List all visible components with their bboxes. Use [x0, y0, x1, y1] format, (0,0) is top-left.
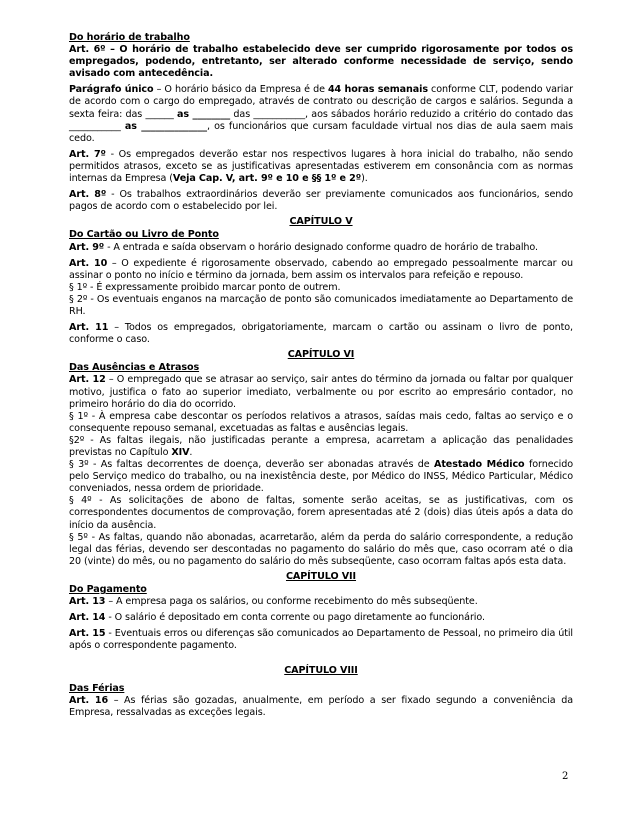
art-10-paragraph-2: § 2º - Os eventuais enganos na marcação de ponto são comunicados imediatamente ao Departamento de RH.: [69, 293, 573, 317]
art-16-label: Art. 16: [69, 694, 109, 706]
art-6: [69, 44, 573, 80]
paragrafo-unico-text-1: – O horário básico da Empresa é de: [153, 84, 328, 96]
paragrafo-unico-text-4: , os funcionários que cursam faculdade virtual nos dias de aula saem mais cedo.: [69, 120, 573, 144]
art-9-label: Art. 9º: [69, 241, 105, 253]
art-12-paragraph-5: § 5º - As faltas, quando não abonadas, acarretarão, além da perda do salário correspondente, a redução legal das férias, devendo ser descontadas no pagamento do salário do mês que, caso ocorram até o dia 20 (vinte) do mês, ou no pagamento do salário do mês subseqüente, caso ocorram faltas após esta data.: [69, 531, 573, 567]
section-heading-cartao: Do Cartão ou Livro de Ponto: [69, 229, 219, 241]
paragrafo-unico-bold-1: 44 horas semanais: [327, 84, 428, 96]
art-11-label: Art. 11: [69, 322, 109, 334]
section-heading-ferias: Das Férias: [69, 682, 125, 694]
art-12-paragraph-4: § 4º - As solicitações de abono de faltas, somente serão aceitas, se as justificativas, com os correspondentes documentos de comprovação, forem apresentadas até 2 (dois) dias úteis após a data do início da ausência.: [69, 495, 573, 531]
art-15: [69, 628, 573, 652]
art-12-p2-text-2: .: [189, 447, 193, 458]
chapter-heading-viii: CAPÍTULO VIII: [284, 664, 358, 676]
art-13: [69, 596, 573, 608]
art-8-text: - Os trabalhos extraordinários deverão ser previamente comunicados aos funcionários, sendo pagos de acordo com o estabelecido por lei.: [69, 189, 573, 213]
paragrafo-unico-label: Parágrafo único: [69, 84, 154, 96]
paragrafo-unico-text-3: das ___________, aos sábados horário reduzido a critério do contado das ___________: [69, 108, 573, 132]
art-12: [69, 374, 573, 410]
art-13-label: Art. 13: [69, 596, 106, 608]
section-heading-horario: Do horário de trabalho: [69, 32, 190, 43]
art-12-p3-text-1: § 3º - As faltas decorrentes de doença, deverão ser abonadas através de: [69, 459, 434, 471]
section-heading-ausencias: Das Ausências e Atrasos: [69, 362, 200, 374]
art-12-paragraph-3: [69, 459, 573, 495]
section-heading-pagamento: Do Pagamento: [69, 584, 147, 596]
art-7-label: Art. 7º: [69, 148, 106, 160]
chapter-heading-v: CAPÍTULO V: [289, 216, 353, 228]
art-12-p3-text-2: fornecido pelo Serviço medico do trabalho, ou na inexistência deste, por Médico do INSS, Médico Particular, Médico conveniados, nessa ordem de prioridade.: [69, 459, 573, 495]
art-16: [69, 695, 573, 719]
art-9-text: - A entrada e saída observam o horário designado conforme quadro de horário de trabalho.: [104, 241, 538, 253]
art-11-text: – Todos os empregados, obrigatoriamente, marcam o cartão ou assinam o livro de ponto, conforme o caso.: [69, 322, 573, 346]
chapter-heading-vii: CAPÍTULO VII: [285, 570, 357, 582]
art-8-label: Art. 8º: [69, 189, 107, 201]
paragrafo-unico: [69, 84, 573, 144]
page-number: 2: [562, 771, 569, 782]
art-15-label: Art. 15: [69, 628, 106, 640]
art-6-text: – O horário de trabalho estabelecido deve ser cumprido rigorosamente por todos os empregados, podendo, entretanto, ser alterado conforme necessidade de serviço, sendo avisado com antecedência.: [69, 44, 573, 80]
paragrafo-unico-bold-2: as ________: [176, 108, 231, 120]
art-10-paragraph-1: § 1º - É expressamente proibido marcar ponto de outrem.: [69, 281, 341, 293]
art-10-text: – O expediente é rigorosamente observado, cabendo ao empregado pessoalmente marcar ou assinar o ponto no início e término da jornada, bem assim os intervalos para refeição e repouso.: [69, 257, 573, 281]
art-12-p2-bold: XIV: [171, 447, 190, 458]
art-10: [69, 258, 573, 282]
art-16-text: – As férias são gozadas, anualmente, em período a ser fixado segundo a conveniência da Empresa, ressalvadas as exceções legais.: [69, 694, 573, 718]
document-page: [69, 32, 573, 723]
art-9: [69, 242, 573, 254]
art-10-label: Art. 10: [69, 257, 108, 269]
art-7-text-1: - Os empregados deverão estar nos respectivos lugares à hora inicial do trabalho, não sendo permitidos atrasos, exceto se as justificativas apresentadas estiverem em consonância com as normas internas da Empresa (: [69, 148, 573, 185]
art-12-paragraph-2: [69, 435, 573, 459]
art-7-bold: Veja Cap. V, art. 9º e 10 e §§ 1º e 2º: [172, 173, 362, 185]
art-12-paragraph-1: § 1º - À empresa cabe descontar os períodos relativos a atrasos, saídas mais cedo, faltas ao serviço e o consequente repouso semanal, excetuadas as faltas e ausências legais.: [69, 410, 573, 434]
art-7-text-2: ).: [361, 173, 368, 185]
art-14-label: Art. 14: [69, 612, 106, 624]
chapter-heading-vi: CAPÍTULO VI: [287, 349, 355, 361]
art-6-label: Art. 6º: [69, 44, 106, 56]
art-14-text: - O salário é depositado em conta corrente ou pago diretamente ao funcionário.: [105, 612, 485, 624]
art-12-label: Art. 12: [69, 374, 106, 386]
art-8: [69, 189, 573, 213]
art-7: [69, 149, 573, 185]
art-11: [69, 322, 573, 346]
paragrafo-unico-bold-3: as ______________: [124, 120, 208, 132]
art-12-p2-text-1: §2º - As faltas ilegais, não justificadas perante a empresa, acarretam a aplicação das penalidades previstas no Capítulo: [69, 434, 573, 458]
art-12-text: – O empregado que se atrasar ao serviço, sair antes do término da jornada ou faltar por qualquer motivo, justifica o fato ao superior imediato, verbalmente ou por escrito ao empresário contador, no primeiro horário do dia do ocorrido.: [69, 374, 573, 410]
art-12-p3-bold: Atestado Médico: [434, 459, 525, 471]
art-14: [69, 612, 573, 624]
paragrafo-unico-text-2: conforme CLT, podendo variar de acordo com o cargo do empregado, através de contrato ou descrição de cargos e salários. Segunda a sexta feira: das ______: [69, 84, 573, 120]
art-15-text: - Eventuais erros ou diferenças são comunicados ao Departamento de Pessoal, no primeiro dia útil após o correspondente pagamento.: [69, 628, 573, 652]
art-13-text: – A empresa paga os salários, ou conforme recebimento do mês subseqüente.: [105, 596, 478, 608]
